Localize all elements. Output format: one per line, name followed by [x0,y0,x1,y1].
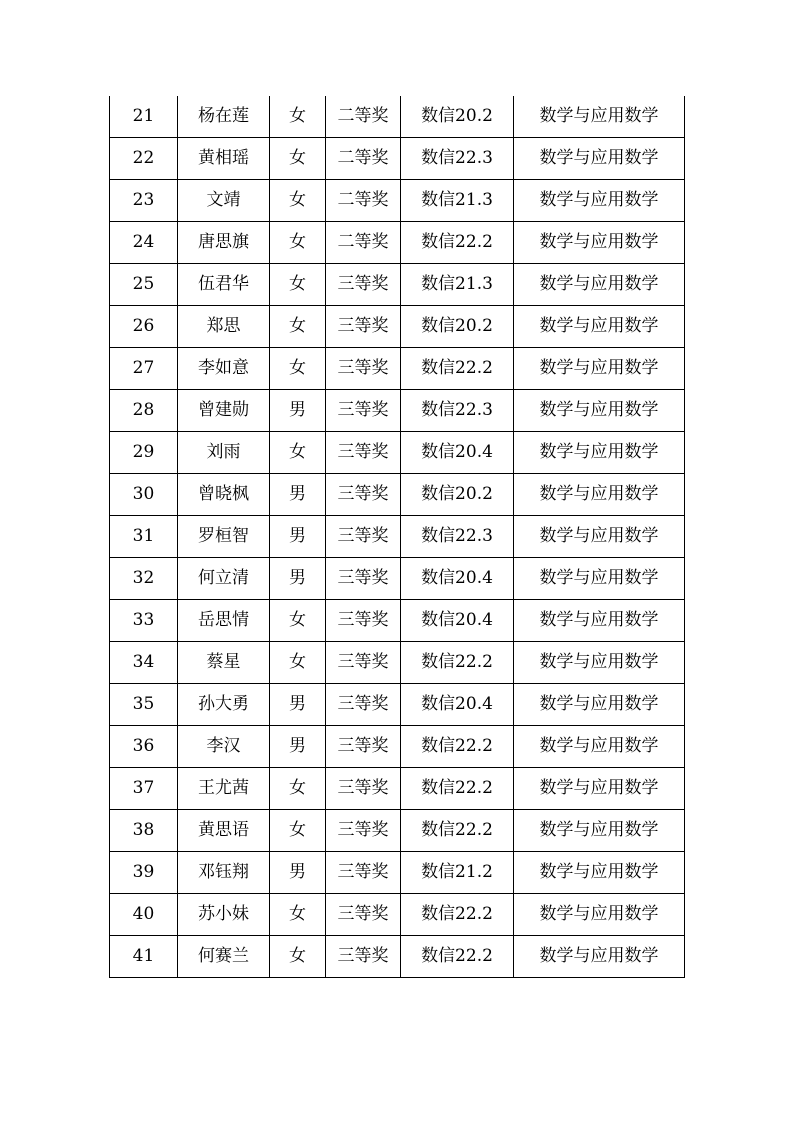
cell-gender: 男 [270,474,326,516]
cell-award: 三等奖 [326,432,401,474]
cell-number: 32 [110,558,178,600]
cell-number: 21 [110,96,178,138]
cell-major: 数学与应用数学 [514,852,685,894]
table-row [110,558,685,600]
cell-class: 数信22.2 [401,642,514,684]
cell-class: 数信21.3 [401,180,514,222]
table-row [110,726,685,768]
cell-class: 数信20.4 [401,432,514,474]
cell-award: 三等奖 [326,306,401,348]
cell-number: 38 [110,810,178,852]
cell-major: 数学与应用数学 [514,600,685,642]
cell-class: 数信20.2 [401,96,514,138]
cell-gender: 女 [270,768,326,810]
cell-gender: 男 [270,390,326,432]
cell-name: 王尤茜 [178,768,270,810]
cell-major: 数学与应用数学 [514,306,685,348]
cell-number: 22 [110,138,178,180]
cell-major: 数学与应用数学 [514,264,685,306]
cell-gender: 女 [270,600,326,642]
cell-number: 29 [110,432,178,474]
cell-major: 数学与应用数学 [514,894,685,936]
cell-award: 三等奖 [326,768,401,810]
cell-number: 40 [110,894,178,936]
cell-gender: 男 [270,558,326,600]
cell-award: 三等奖 [326,936,401,978]
cell-award: 三等奖 [326,852,401,894]
table-row [110,264,685,306]
cell-major: 数学与应用数学 [514,390,685,432]
cell-number: 36 [110,726,178,768]
cell-gender: 男 [270,852,326,894]
table-row [110,222,685,264]
table-row [110,306,685,348]
cell-gender: 女 [270,264,326,306]
cell-award: 三等奖 [326,810,401,852]
cell-class: 数信22.2 [401,726,514,768]
cell-gender: 男 [270,684,326,726]
cell-number: 37 [110,768,178,810]
cell-gender: 女 [270,642,326,684]
table-row [110,180,685,222]
cell-name: 唐思旗 [178,222,270,264]
cell-gender: 女 [270,432,326,474]
cell-class: 数信21.3 [401,264,514,306]
cell-name: 何立清 [178,558,270,600]
cell-number: 34 [110,642,178,684]
cell-name: 岳思情 [178,600,270,642]
table-row [110,516,685,558]
cell-name: 罗桓智 [178,516,270,558]
cell-name: 杨在莲 [178,96,270,138]
cell-class: 数信22.3 [401,516,514,558]
cell-major: 数学与应用数学 [514,222,685,264]
cell-gender: 男 [270,726,326,768]
table-row [110,348,685,390]
cell-class: 数信22.2 [401,768,514,810]
cell-award: 三等奖 [326,642,401,684]
cell-name: 苏小妹 [178,894,270,936]
cell-name: 刘雨 [178,432,270,474]
cell-name: 黄思语 [178,810,270,852]
cell-award: 三等奖 [326,558,401,600]
cell-major: 数学与应用数学 [514,180,685,222]
cell-class: 数信20.4 [401,558,514,600]
table-row [110,852,685,894]
cell-name: 蔡星 [178,642,270,684]
cell-gender: 女 [270,96,326,138]
cell-gender: 女 [270,180,326,222]
cell-class: 数信22.2 [401,810,514,852]
cell-award: 二等奖 [326,222,401,264]
cell-award: 三等奖 [326,726,401,768]
cell-number: 23 [110,180,178,222]
cell-major: 数学与应用数学 [514,432,685,474]
cell-number: 39 [110,852,178,894]
cell-class: 数信22.2 [401,348,514,390]
cell-gender: 女 [270,306,326,348]
cell-gender: 男 [270,516,326,558]
cell-name: 孙大勇 [178,684,270,726]
cell-award: 三等奖 [326,894,401,936]
cell-gender: 女 [270,138,326,180]
cell-gender: 女 [270,936,326,978]
cell-class: 数信20.4 [401,684,514,726]
cell-number: 35 [110,684,178,726]
cell-class: 数信22.2 [401,936,514,978]
table-row [110,432,685,474]
cell-award: 三等奖 [326,348,401,390]
cell-major: 数学与应用数学 [514,474,685,516]
cell-class: 数信22.3 [401,138,514,180]
cell-award: 三等奖 [326,264,401,306]
table-row [110,810,685,852]
table-row [110,390,685,432]
table-row [110,138,685,180]
cell-major: 数学与应用数学 [514,810,685,852]
cell-gender: 女 [270,348,326,390]
cell-name: 李汉 [178,726,270,768]
cell-award: 二等奖 [326,180,401,222]
cell-award: 三等奖 [326,390,401,432]
cell-gender: 女 [270,810,326,852]
table-row [110,936,685,978]
cell-name: 黄相瑶 [178,138,270,180]
table-row [110,600,685,642]
cell-major: 数学与应用数学 [514,516,685,558]
cell-class: 数信22.3 [401,390,514,432]
table-row [110,894,685,936]
table-row [110,474,685,516]
cell-class: 数信21.2 [401,852,514,894]
table-row [110,96,685,138]
cell-number: 24 [110,222,178,264]
cell-major: 数学与应用数学 [514,96,685,138]
cell-number: 26 [110,306,178,348]
cell-major: 数学与应用数学 [514,684,685,726]
cell-class: 数信22.2 [401,222,514,264]
table-row [110,642,685,684]
cell-name: 伍君华 [178,264,270,306]
cell-name: 邓钰翔 [178,852,270,894]
cell-award: 三等奖 [326,600,401,642]
cell-major: 数学与应用数学 [514,138,685,180]
award-list-table [109,96,685,978]
cell-name: 文靖 [178,180,270,222]
cell-award: 三等奖 [326,516,401,558]
cell-name: 李如意 [178,348,270,390]
table-body [110,96,685,978]
table-row [110,684,685,726]
cell-number: 27 [110,348,178,390]
cell-award: 二等奖 [326,138,401,180]
cell-name: 曾建勋 [178,390,270,432]
cell-number: 31 [110,516,178,558]
cell-major: 数学与应用数学 [514,726,685,768]
table-row [110,768,685,810]
cell-name: 曾晓枫 [178,474,270,516]
cell-major: 数学与应用数学 [514,768,685,810]
cell-class: 数信22.2 [401,894,514,936]
cell-number: 25 [110,264,178,306]
cell-major: 数学与应用数学 [514,558,685,600]
cell-name: 何赛兰 [178,936,270,978]
cell-award: 三等奖 [326,684,401,726]
cell-number: 33 [110,600,178,642]
cell-major: 数学与应用数学 [514,936,685,978]
cell-gender: 女 [270,222,326,264]
cell-award: 三等奖 [326,474,401,516]
cell-major: 数学与应用数学 [514,642,685,684]
cell-name: 郑思 [178,306,270,348]
cell-class: 数信20.2 [401,474,514,516]
cell-number: 28 [110,390,178,432]
cell-number: 30 [110,474,178,516]
cell-award: 二等奖 [326,96,401,138]
cell-gender: 女 [270,894,326,936]
cell-class: 数信20.2 [401,306,514,348]
cell-number: 41 [110,936,178,978]
cell-major: 数学与应用数学 [514,348,685,390]
cell-class: 数信20.4 [401,600,514,642]
